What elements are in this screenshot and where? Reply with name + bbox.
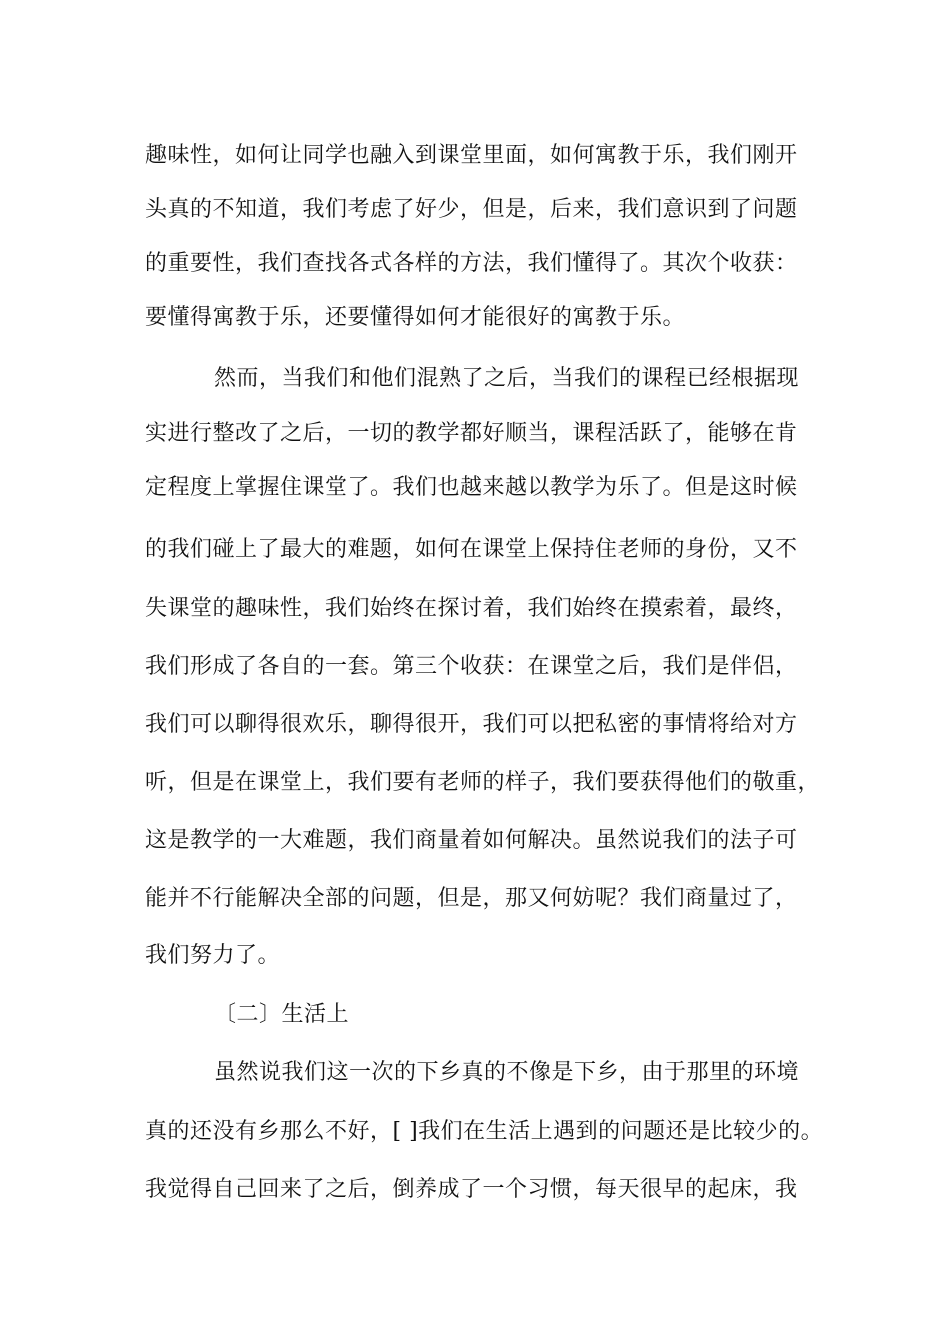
paragraph-2-line-10: 能并不行能解决全部的问题，但是，那又何妨呢？我们商量过了， xyxy=(145,886,798,911)
paragraph-2-line-7: 我们可以聊得很欢乐，聊得很开，我们可以把私密的事情将给对方 xyxy=(145,712,798,737)
paragraph-2-line-2: 实进行整改了之后，一切的教学都好顺当，课程活跃了，能够在肯 xyxy=(145,421,798,446)
paragraph-2-line-3: 定程度上掌握住课堂了。我们也越来越以教学为乐了。但是这时候 xyxy=(145,475,798,500)
paragraph-2-line-9: 这是教学的一大难题，我们商量着如何解决。虽然说我们的法子可 xyxy=(145,828,798,853)
paragraph-2-line-6: 我们形成了各自的一套。第三个收获：在课堂之后，我们是伴侣， xyxy=(145,654,798,679)
paragraph-2-line-4: 的我们碰上了最大的难题，如何在课堂上保持住老师的身份，又不 xyxy=(145,537,798,562)
paragraph-3-line-3: 我觉得自己回来了之后，倒养成了一个习惯，每天很早的起床，我 xyxy=(145,1177,798,1202)
paragraph-1-line-4: 要懂得寓教于乐，还要懂得如何才能很好的寓教于乐。 xyxy=(145,305,686,330)
paragraph-1-line-3: 的重要性，我们查找各式各样的方法，我们懂得了。其次个收获： xyxy=(145,251,798,276)
paragraph-2-line-5: 失课堂的趣味性，我们始终在探讨着，我们始终在摸索着，最终， xyxy=(145,596,798,621)
section-heading: 〔二〕生活上 xyxy=(214,1002,350,1027)
paragraph-3-line-2: 真的还没有乡那么不好，[ ]我们在生活上遇到的问题还是比较少的。 xyxy=(145,1119,824,1144)
paragraph-2-line-1: 然而，当我们和他们混熟了之后，当我们的课程已经根据现 xyxy=(214,366,800,391)
paragraph-2-line-11: 我们努力了。 xyxy=(145,943,281,968)
paragraph-2-line-8: 听，但是在课堂上，我们要有老师的样子，我们要获得他们的敬重， xyxy=(145,770,821,795)
paragraph-1-line-2: 头真的不知道，我们考虑了好少，但是，后来，我们意识到了问题 xyxy=(145,197,798,222)
paragraph-1-line-1: 趣味性，如何让同学也融入到课堂里面，如何寓教于乐，我们刚开 xyxy=(145,143,798,168)
paragraph-3-line-1: 虽然说我们这一次的下乡真的不像是下乡，由于那里的环境 xyxy=(214,1060,800,1085)
